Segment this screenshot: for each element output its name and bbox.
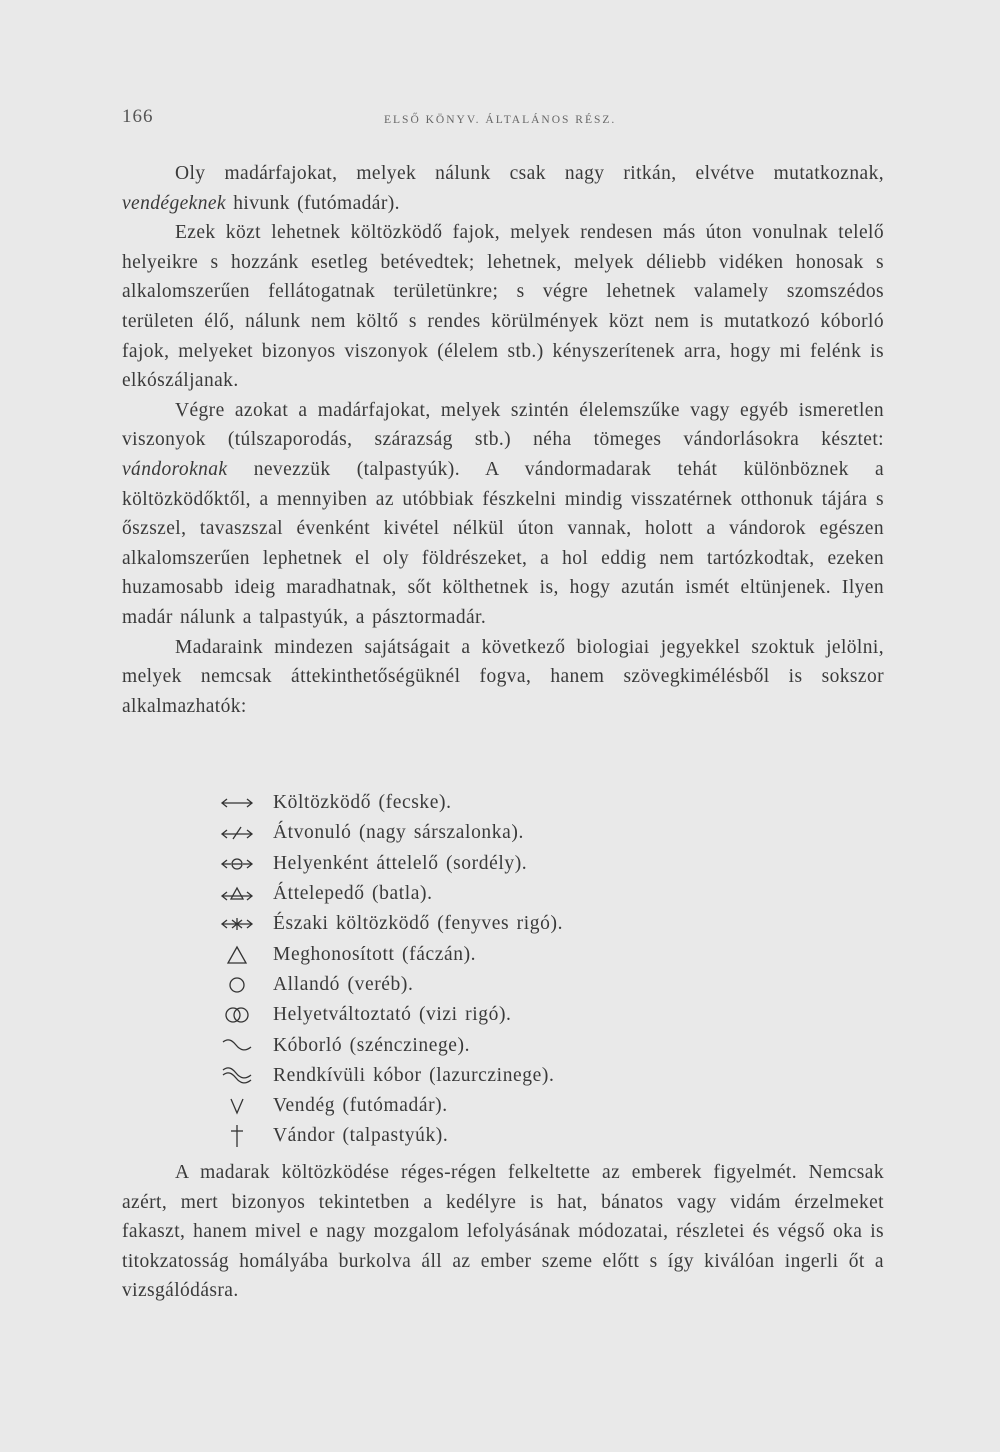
paragraph [122,396,884,633]
v-icon [205,1092,269,1120]
legend-item [205,909,705,939]
legend-label: Költözködő (fecske). [273,792,452,814]
wave-icon [205,1032,269,1060]
legend-item [205,818,705,848]
body-text-bottom [122,1158,884,1306]
legend-label: Rendkívüli kóbor (lazurczinege). [273,1064,555,1086]
text-run: Oly madárfajokat, melyek nálunk csak nagy ritkán, elvétve mutatkoznak, [175,163,884,184]
double-arrow-star-icon [205,910,269,938]
legend-label: Áttelepedő (batla). [273,883,433,905]
text-run: A madarak költözködése réges-régen felkeltette az emberek figyelmét. Nemcsak azért, mert bizonyos tekintetben a kedélyre is hat, bánatos vagy vidám érzelmeket fakaszt, hanem mivel e nagy mozgalom lefolyásának módozatai, részletei és végső oka is titokzatosság homályába burkolva áll az ember szeme előtt s így kiválóan ingerli őt a vizsgálódásra. [122,1162,884,1302]
legend-item [205,788,705,818]
text-run: nevezzük (talpastyúk). A vándormadarak tehát különböznek a költözködőktől, a mennyiben az utóbbiak fészkelni mindig visszatérnek otthonuk tájára s őszszel, tavaszszal évenként kivétel nélkül úton vannak, holott a vándorok egészen alkalomszerűen lephetnek el oly földrészeket, a hol eddig nem tartózkodtak, ezeken huzamosabb ideig maradhatnak, sőt költhetnek is, hogy azután ismét eltünjenek. Ilyen madár nálunk a talpastyúk, a pásztormadár. [122,458,884,628]
legend-item [205,1000,705,1030]
legend-item [205,939,705,969]
circle-icon [205,971,269,999]
running-head: ELSŐ KÖNYV. ÁLTALÁNOS RÉSZ. [384,114,617,126]
legend-item [205,1030,705,1060]
italic-term: vendégeknek [122,192,226,214]
paragraph [122,218,884,396]
paragraph [122,159,884,218]
legend-label: Allandó (veréb). [273,973,414,995]
legend-item [205,1091,705,1121]
symbol-legend [205,788,705,1152]
legend-item [205,1121,705,1151]
legend-label: Helyenként áttelelő (sordély). [273,852,528,874]
legend-item [205,849,705,879]
legend-item [205,879,705,909]
double-arrow-slash-icon [205,819,269,847]
legend-label: Helyetváltoztató (vizi rigó). [273,1004,512,1026]
double-arrow-icon [205,789,269,817]
legend-item [205,970,705,1000]
legend-label: Vendég (futómadár). [273,1095,448,1117]
legend-label: Meghonosított (fáczán). [273,943,477,965]
double-arrow-triangle-icon [205,880,269,908]
legend-label: Vándor (talpastyúk). [273,1125,449,1147]
legend-label: Kóborló (szénczinege). [273,1034,471,1056]
text-run: Végre azokat a madárfajokat, melyek szintén élelemszűke vagy egyéb ismeretlen viszonyok (túlszaporodás, szárazság stb.) néha tömeges vándorlásokra késztet: [122,399,884,451]
paragraph [122,633,884,722]
paragraph [122,1158,884,1306]
page-number: 166 [122,106,154,127]
legend-label: Átvonuló (nagy sárszalonka). [273,822,524,844]
body-text-top [122,159,884,721]
page-header [122,106,882,136]
legend-label: Északi költözködő (fenyves rigó). [273,913,564,935]
double-circle-icon [205,1001,269,1029]
text-run: Madaraink mindezen sajátságait a következő biologiai jegyekkel szoktuk jelölni, melyek nemcsak áttekinthetőségüknél fogva, hanem szövegkimélésből is sokszor alkalmazhatók: [122,636,884,717]
text-run: hivunk (futómadár). [226,192,400,214]
text-run: Ezek közt lehetnek költözködő fajok, melyek rendesen más úton vonulnak telelő helyeikre s hozzánk esetleg betévedtek; lehetnek, melyek déliebb vidéken honosak s alkalomszerűen fellátogatnak területünkre; s végre lehetnek valamely szomszédos területen élő, nálunk nem költő s rendes körülmények közt nem is mutatkozó kóborló fajok, melyeket bizonyos viszonyok (élelem stb.) kényszerítenek arra, hogy mi felénk is elkószáljanak. [122,222,884,392]
double-arrow-circle-icon [205,850,269,878]
triangle-icon [205,941,269,969]
double-wave-icon [205,1062,269,1090]
dagger-icon [205,1122,269,1150]
italic-term: vándoroknak [122,458,228,480]
legend-item [205,1061,705,1091]
